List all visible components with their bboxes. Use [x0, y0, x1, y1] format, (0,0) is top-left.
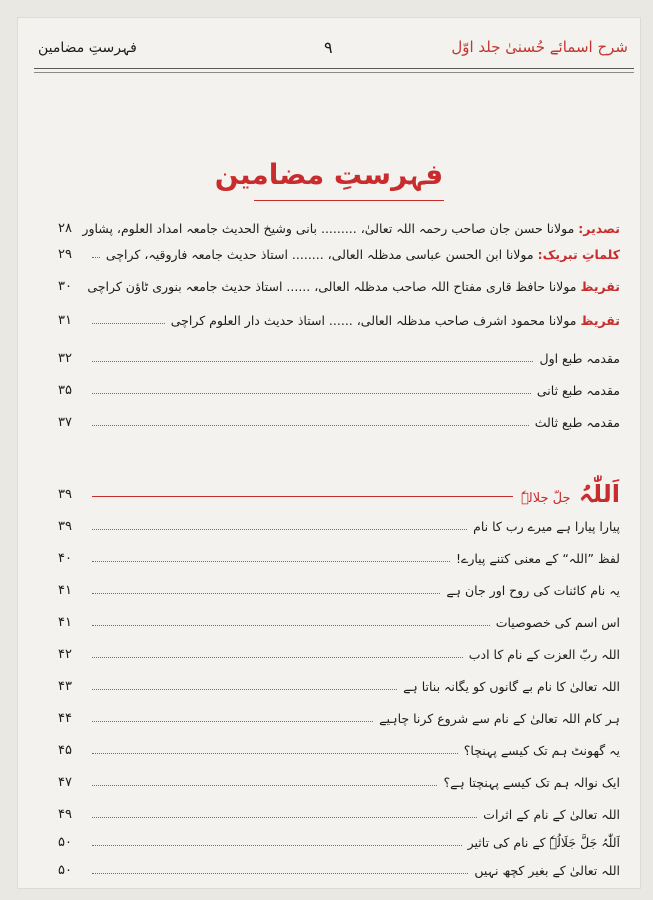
toc-entry — [58, 410, 620, 430]
toc-entry — [58, 674, 620, 694]
entry-text: اس اسم کی خصوصیات — [495, 615, 620, 630]
section-title: اَللّٰہُ — [578, 480, 620, 508]
toc-entry — [58, 642, 620, 662]
dot-leader — [92, 561, 450, 562]
entry-page: ۴۹ — [58, 807, 72, 822]
page-number: ۹ — [324, 38, 333, 57]
entry-label: تقریظ — [580, 313, 620, 328]
entry-page: ۳۲ — [58, 351, 72, 366]
entry-page: ۴۰ — [58, 551, 72, 566]
entry-page: ۴۱ — [58, 583, 72, 598]
dot-leader — [92, 785, 437, 786]
dot-leader — [92, 845, 462, 846]
toc-entry — [58, 346, 620, 366]
dot-leader — [92, 817, 477, 818]
entry-page: ۲۸ — [58, 221, 72, 236]
entry-page: ۴۳ — [58, 679, 72, 694]
toc-entry — [58, 578, 620, 598]
entry-text: مولانا ابن الحسن عباسی مدظلہ العالی، ........ استاذ حدیث جامعہ فاروقیہ، کراچی — [105, 247, 534, 262]
entry-page: ۳۹ — [58, 519, 72, 534]
toc-entry — [58, 514, 620, 534]
header-rule-secondary — [34, 72, 634, 73]
entry-text: اَللّٰہُ جَلَّ جَلَالُہٗ کے نام کی تاثیر — [467, 835, 620, 850]
entry-page: ۵۰ — [58, 863, 72, 878]
entry-text: مقدمہ طبع اول — [539, 351, 620, 366]
header-left: فہرستِ مضامین — [38, 40, 137, 56]
entry-page: ۴۴ — [58, 711, 72, 726]
dot-leader — [92, 625, 490, 626]
dot-leader — [92, 753, 458, 754]
entry-page: ۲۹ — [58, 247, 72, 262]
entry-text: مقدمہ طبع ثانی — [536, 383, 620, 398]
toc-entry — [58, 738, 620, 758]
entry-text: مقدمہ طبع ثالث — [534, 415, 620, 430]
section-page: ۳۹ — [58, 486, 72, 502]
entry-text: ایک نوالہ ہم تک کیسے پہنچتا ہے؟ — [443, 775, 620, 790]
toc-entry — [58, 770, 620, 790]
entry-text: اللہ تعالیٰ کے نام کے اثرات — [483, 807, 620, 822]
entry-text: لفظ ”اللہ“ کے معنی کتنے پیارے! — [455, 551, 620, 566]
section-heading — [58, 480, 620, 508]
entry-page: ۵۰ — [58, 835, 72, 850]
dot-leader — [92, 393, 531, 394]
toc-entry — [58, 242, 620, 262]
entry-page: ۳۰ — [58, 279, 72, 294]
entry-page: ۳۱ — [58, 313, 72, 328]
entry-text: اللہ تعالیٰ کا نام بے گانوں کو یگانہ بناتا ہے — [403, 679, 620, 694]
toc-entry — [58, 802, 620, 822]
title-underline — [254, 200, 444, 201]
section-rule — [92, 496, 513, 497]
entry-page: ۴۲ — [58, 647, 72, 662]
toc-entry — [58, 830, 620, 850]
entry-text: اللہ تعالیٰ کے بغیر کچھ نہیں — [474, 863, 620, 878]
entry-label: تصدیر: — [578, 221, 620, 236]
toc-entry — [58, 706, 620, 726]
entry-text: مولانا حسن جان صاحب رحمہ اللہ تعالیٰ، ......... بانی وشیخ الحدیث جامعہ امداد العلوم، پشاور — [82, 221, 575, 236]
dot-leader — [92, 323, 165, 324]
toc-entry — [58, 610, 620, 630]
entry-label: کلماتِ تبریک: — [537, 247, 620, 262]
book-page — [18, 18, 640, 888]
dot-leader — [92, 657, 463, 658]
entry-text: مولانا حافظ قاری مفتاح اللہ صاحب مدظلہ العالی، ...... استاذ حدیث جامعہ بنوری ٹاؤن کراچی — [87, 279, 577, 294]
entry-text: یہ نام کائنات کی روح اور جان ہے — [446, 583, 620, 598]
entry-text: اللہ ربّ العزت کے نام کا ادب — [468, 647, 620, 662]
dot-leader — [92, 425, 529, 426]
entry-text: مولانا محمود اشرف صاحب مدظلہ العالی، ...... استاذ حدیث دار العلوم کراچی — [170, 313, 577, 328]
dot-leader — [92, 257, 100, 258]
toc-entry — [58, 378, 620, 398]
entry-text: ہر کام اللہ تعالیٰ کے نام سے شروع کرنا چاہیے — [379, 711, 620, 726]
entry-text: پیارا پیارا ہے میرے رب کا نام — [473, 519, 620, 534]
toc-entry — [58, 308, 620, 328]
dot-leader — [92, 361, 533, 362]
toc-entry — [58, 274, 620, 294]
dot-leader — [92, 593, 440, 594]
entry-page: ۴۷ — [58, 775, 72, 790]
entry-text: یہ گھونٹ ہم تک کیسے پہنچا؟ — [463, 743, 620, 758]
header-rule — [34, 68, 634, 69]
dot-leader — [92, 689, 397, 690]
dot-leader — [92, 529, 467, 530]
header-book-title: شرح اسمائے حُسنیٰ جلد اوّل — [451, 38, 628, 56]
entry-page: ۴۱ — [58, 615, 72, 630]
dot-leader — [92, 873, 468, 874]
page-title: فہرستِ مضامین — [214, 158, 444, 191]
toc-entry — [58, 216, 620, 236]
toc-entry — [58, 546, 620, 566]
entry-page: ۳۵ — [58, 383, 72, 398]
entry-label: تقریظ — [580, 279, 620, 294]
section-subtitle: جلّ جلالہٗ — [520, 491, 571, 506]
dot-leader — [92, 721, 373, 722]
entry-page: ۳۷ — [58, 415, 72, 430]
entry-page: ۴۵ — [58, 743, 72, 758]
toc-entry — [58, 858, 620, 878]
